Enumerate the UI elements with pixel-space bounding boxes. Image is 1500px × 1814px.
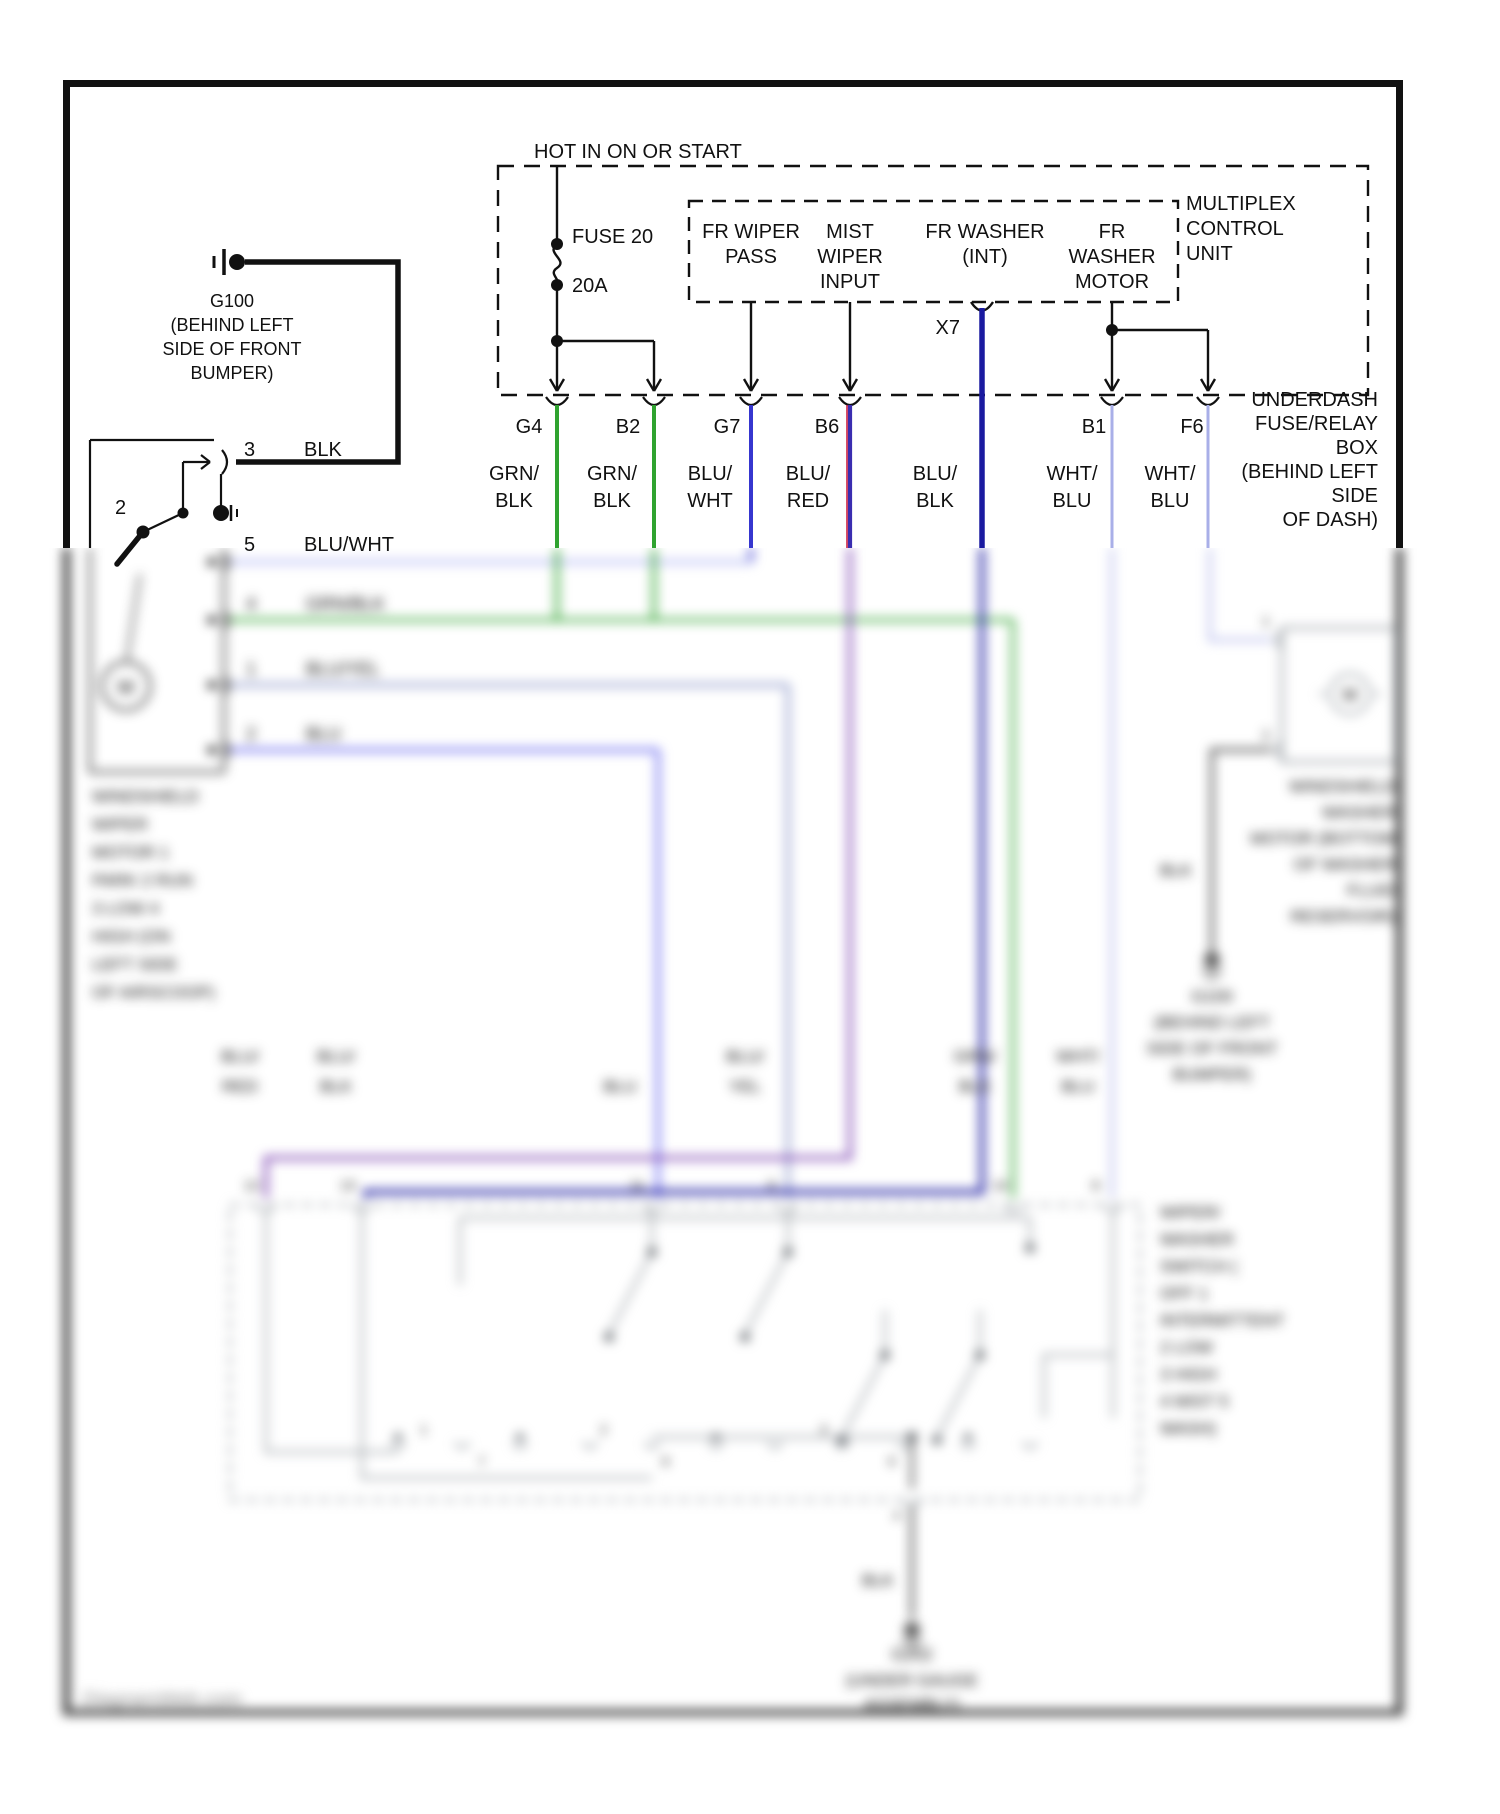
b6-color: BLU/	[785, 463, 831, 485]
f6-color: BLU	[1150, 490, 1190, 512]
g100-caption-line: BUMPER)	[190, 363, 274, 383]
x7-color: BLK	[916, 490, 954, 512]
connector-bumps	[546, 397, 1219, 405]
wire-runs-blurred	[230, 548, 1272, 1198]
fr-wiper-pass-label: PASS	[725, 246, 777, 268]
watermark: DiagramWeb.com	[82, 1689, 242, 1711]
switch-caption-line: WIPER/	[1160, 1203, 1221, 1222]
switch-contact-dots	[394, 1243, 1035, 1445]
washer-caption-line: MOTOR (BOTTOM	[1250, 829, 1396, 848]
fr-washer-motor-label: FR	[1098, 221, 1126, 243]
underdash-caption-line: SIDE	[1331, 485, 1378, 507]
fr-washer-int-label: (INT)	[962, 246, 1008, 268]
x7-connector-label: X7	[935, 317, 960, 339]
g7-color: WHT	[687, 490, 733, 512]
wiper-motor-caption-line: WIPER	[92, 815, 148, 834]
wiper-motor-caption	[92, 787, 215, 1002]
wiper-motor-caption-line: PARK 2 RUN	[92, 871, 193, 890]
b1-color: WHT/	[1046, 463, 1098, 485]
contact-num: 1	[420, 1422, 428, 1437]
pin3-wire-label: BLK	[304, 439, 342, 461]
wiper-motor-box	[90, 548, 229, 772]
sw-wire-label: GRN/	[953, 1047, 997, 1066]
underdash-caption-line: FUSE/RELAY	[1255, 413, 1378, 435]
f6-label: F6	[1180, 416, 1204, 438]
motor-pin-wire: GRN/BLK	[306, 594, 386, 614]
sw-wire-label: BLU/	[317, 1047, 355, 1066]
washer-caption-line: WASHER	[1322, 803, 1396, 822]
washer-caption-line: WINDSHIELD	[1289, 777, 1396, 796]
contact-num: 7	[478, 1454, 486, 1469]
fuse-label: FUSE 20	[572, 226, 654, 248]
washer-motor-caption	[1250, 777, 1396, 926]
sw-pin: 12	[244, 1177, 260, 1193]
blu-blk-run	[366, 548, 982, 1198]
contact-num: 9	[888, 1454, 896, 1469]
b2-color: GRN/	[587, 463, 637, 485]
sw-wire-label: RED	[222, 1077, 258, 1096]
sw-wire-label: BLU	[603, 1077, 637, 1096]
park-ground-dot	[213, 505, 229, 521]
g4-label: G4	[515, 416, 543, 438]
g202-caption-line: G202	[891, 1645, 933, 1664]
outer-border-blurred	[63, 548, 1403, 1713]
switch-caption	[1160, 1203, 1285, 1438]
washer-caption-line: FLUID	[1346, 881, 1396, 900]
g202-ground-dot	[904, 1622, 920, 1638]
mist-wiper-input-label: WIPER	[817, 246, 883, 268]
connector-id-labels	[516, 416, 1204, 438]
pin3-label: 3	[244, 439, 256, 461]
b2-label: B2	[615, 416, 641, 438]
b1-color: BLU	[1052, 490, 1092, 512]
contact-num: 2	[600, 1422, 608, 1437]
motor-pin-num: 4	[246, 594, 257, 614]
washer-ground-caption-line: (BEHIND LEFT	[1153, 1013, 1271, 1032]
g202-ground-path	[902, 1437, 922, 1649]
pin5-wire-label: BLU/WHT	[304, 534, 394, 556]
motor-pin-row-labels	[246, 594, 385, 744]
underdash-caption-line: BOX	[1335, 437, 1378, 459]
washer-blk-label: BLK	[1159, 861, 1192, 880]
blurred-region	[0, 548, 1500, 1814]
washer-pin2: 2	[1262, 727, 1270, 743]
motor-pin-num: 1	[246, 659, 257, 679]
washer-caption-line: RESERVOIR)	[1290, 907, 1396, 926]
sw-wire-label: BLK	[958, 1077, 992, 1096]
wiper-motor-caption-line: HIGH (ON	[92, 927, 171, 946]
fr-washer-motor-label: WASHER	[1068, 246, 1156, 268]
g202-caption-line: (UNDER GAUGE	[845, 1671, 979, 1690]
g100-caption-line: (BEHIND LEFT	[170, 315, 294, 335]
mist-wiper-input-label: MIST	[826, 221, 874, 243]
underdash-caption-line: UNDERDASH	[1251, 389, 1378, 411]
sw-wire-label: WHT/	[1056, 1047, 1100, 1066]
sw-wire-label: BLU/	[726, 1047, 764, 1066]
sw-wire-label: BLK	[319, 1077, 353, 1096]
switch-caption-line: WASHER	[1160, 1230, 1234, 1249]
washer-ground-ticks	[1202, 972, 1222, 979]
wiper-motor-caption-line: OF AIRSCOOP)	[92, 983, 215, 1002]
wiper-motor-caption-line: MOTOR 1	[92, 843, 170, 862]
wiper-washer-switch-box	[230, 1205, 1140, 1500]
mcu-output-labels	[702, 193, 1296, 293]
g202-caption-line: ASSEMBLY)	[863, 1695, 961, 1714]
underdash-caption-line: (BEHIND LEFT	[1241, 461, 1378, 483]
wiper-motor-park-switch	[90, 440, 237, 548]
motor-pin-wire: BLU	[306, 724, 342, 744]
x7-color: BLU/	[912, 463, 958, 485]
switch-caption-line: 3 HIGH	[1160, 1365, 1217, 1384]
g100-ground-symbol	[214, 249, 224, 275]
switch-caption-line: OFF 1	[1160, 1284, 1209, 1303]
multiplex-control-unit-label: UNIT	[1186, 243, 1233, 265]
wiper-motor-caption-line: WINDSHIELD	[92, 787, 199, 806]
washer-ground-dot	[1204, 952, 1220, 968]
washer-ground-caption-line: SIDE OF FRONT	[1146, 1039, 1278, 1058]
washer-pin1: 1	[1262, 613, 1270, 629]
sw-pin: 11	[630, 1177, 645, 1193]
pin2-label: 2	[115, 497, 127, 519]
contact-num: 8	[662, 1454, 670, 1469]
sw-pin: 13	[340, 1177, 356, 1193]
diagram-blur-layer	[0, 548, 1500, 1814]
switch-bottom-pin: 4	[893, 1508, 901, 1523]
underdash-caption-line: OF DASH)	[1282, 509, 1378, 531]
switch-caption-line: INTERMITTENT	[1160, 1311, 1285, 1330]
g100-caption	[163, 291, 302, 383]
motor-pin-wire: BLU/YEL	[306, 659, 381, 679]
switch-wire-labels	[221, 1047, 1100, 1096]
washer-caption-line: OF WASHER	[1293, 855, 1396, 874]
switch-internals	[266, 1211, 1113, 1478]
hot-in-on-or-start-label: HOT IN ON OR START	[534, 141, 742, 163]
fuse-rating-label: 20A	[572, 275, 608, 297]
b1-label: B1	[1081, 416, 1107, 438]
g4-color: BLK	[495, 490, 533, 512]
switch-caption-line: SWITCH (	[1160, 1257, 1238, 1276]
wiper-motor-caption-line: 3 LOW 4	[92, 899, 160, 918]
g202-caption	[846, 1645, 978, 1714]
b2-color: BLK	[593, 490, 631, 512]
wiper-motor-m: M	[117, 677, 135, 699]
g202-blk-label: BLK	[861, 1571, 894, 1590]
washer-ground-caption-line: BUMPER)	[1172, 1065, 1252, 1084]
f6-color: WHT/	[1144, 463, 1196, 485]
switch-caption-line: 2 LOW	[1160, 1338, 1213, 1357]
g7-color: BLU/	[687, 463, 733, 485]
wire-color-labels	[489, 463, 1196, 512]
sw-pin: 14	[992, 1177, 1008, 1193]
sw-pin: 6	[1092, 1177, 1100, 1193]
fr-washer-motor-label: MOTOR	[1074, 271, 1150, 293]
g100-blk-ground-wire	[236, 262, 398, 462]
washer-motor-m: M	[1342, 685, 1358, 705]
switch-caption-line: WASH)	[1160, 1419, 1217, 1438]
multiplex-control-unit-label: CONTROL	[1186, 218, 1284, 240]
motor-pin-num: 2	[246, 724, 257, 744]
g100-caption-line: G100	[209, 291, 255, 311]
b6-color: RED	[786, 490, 830, 512]
washer-ground-caption	[1146, 987, 1277, 1084]
washer-motor-box	[1277, 628, 1397, 762]
g100-caption-line: SIDE OF FRONT	[162, 339, 302, 359]
g100-ground-dot	[229, 254, 245, 270]
park-junction-dot	[178, 508, 189, 519]
pin5-label: 5	[244, 534, 256, 556]
sw-wire-label: BLU/	[221, 1047, 259, 1066]
g7-label: G7	[713, 416, 741, 438]
washer-blk-wire	[1212, 750, 1272, 952]
blu-red-run	[266, 548, 850, 1198]
wiper-motor-pin-dots	[208, 558, 217, 755]
underdash-caption	[1241, 389, 1378, 531]
sw-pin: 5	[768, 1177, 776, 1193]
g4-color: GRN/	[489, 463, 539, 485]
sw-wire-label: BLU	[1061, 1077, 1095, 1096]
washer-ground-caption-line: G100	[1191, 987, 1233, 1006]
fr-wiper-pass-label: FR WIPER	[702, 221, 800, 243]
wiper-motor-caption-line: LEFT SIDE	[92, 955, 178, 974]
multiplex-control-unit-label: MULTIPLEX	[1186, 193, 1296, 215]
b6-label: B6	[814, 416, 840, 438]
sw-wire-label: YEL	[728, 1077, 762, 1096]
switch-caption-line: 4 MIST 5	[1160, 1392, 1229, 1411]
mist-wiper-input-label: INPUT	[820, 271, 880, 293]
fr-washer-int-label: FR WASHER	[925, 221, 1045, 243]
contact-num: 3	[820, 1422, 828, 1437]
washer-motor-junction-dot	[1106, 324, 1118, 336]
